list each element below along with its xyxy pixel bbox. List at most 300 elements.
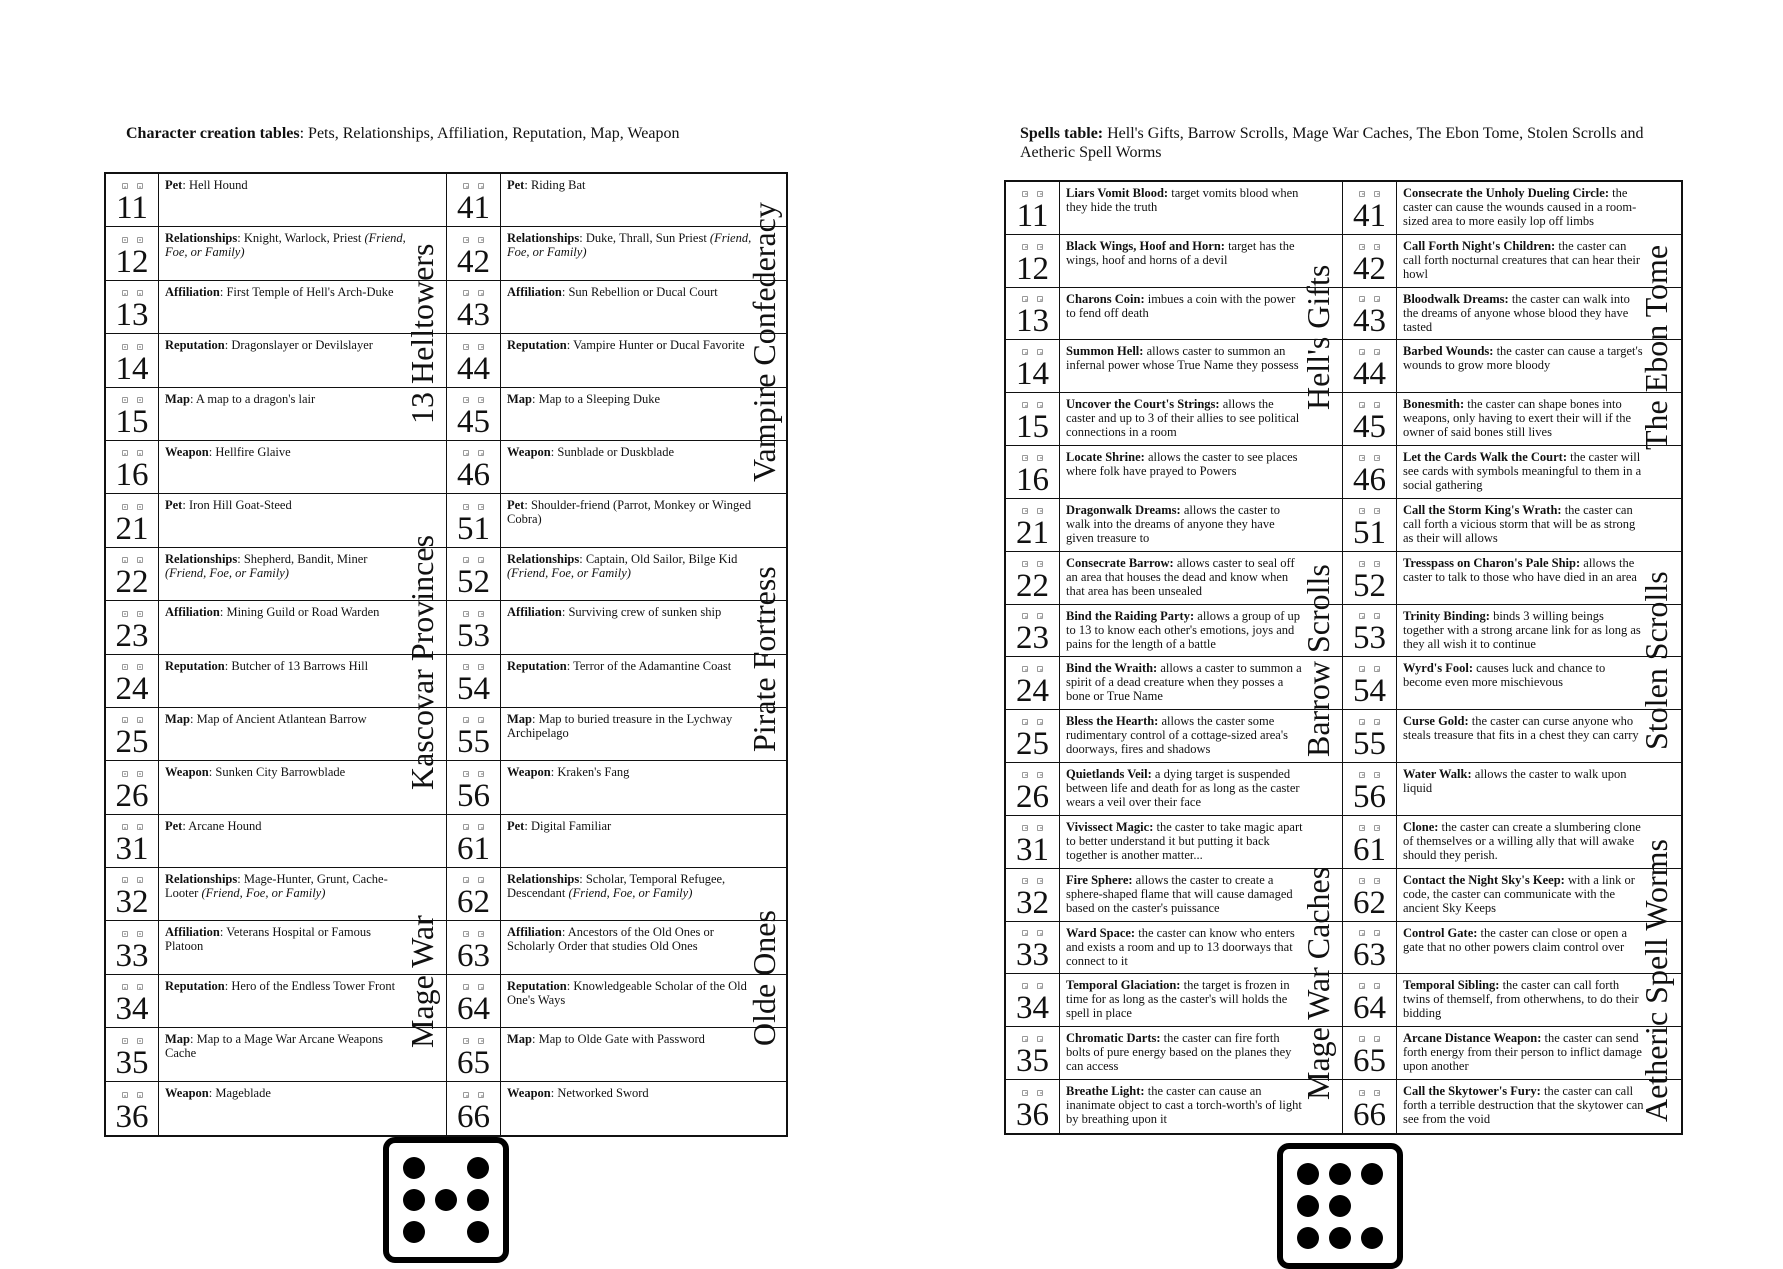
entry-heading: Affiliation: [165, 925, 220, 940]
group-label: The Ebon Tome: [1638, 244, 1674, 450]
roll-number: [1343, 974, 1397, 1027]
table-entry: [501, 548, 786, 601]
roll-number-text: 23: [1016, 620, 1049, 657]
entry-text: target vomits blood when they hide the truth: [1066, 186, 1299, 214]
entry-text: : Shoulder-friend (Parrot, Monkey or Winged Cobra): [507, 498, 752, 527]
entry-heading: Bind the Raiding Party:: [1066, 608, 1195, 623]
roll-number: [447, 601, 501, 654]
roll-number-text: 22: [115, 564, 149, 601]
mini-dice-icon: [1022, 455, 1043, 462]
entry-heading: Breathe Light:: [1066, 1084, 1145, 1099]
mini-dice-icon: [1359, 666, 1380, 673]
mini-dice-icon: [122, 290, 143, 297]
table-entry: [159, 815, 447, 868]
entry-heading: Pet: [507, 818, 525, 833]
mini-dice-icon: [1359, 561, 1380, 568]
roll-number: [1343, 235, 1397, 288]
roll-number: [106, 761, 159, 814]
entry-text: : Vampire Hunter or Ducal Favorite: [566, 338, 745, 353]
mini-dice-icon: [463, 611, 484, 618]
roll-number-text: 11: [116, 190, 148, 227]
entry-heading: Clone:: [1403, 819, 1439, 834]
entry-heading: Consecrate Barrow:: [1066, 555, 1174, 570]
roll-number-text: 65: [1353, 1043, 1386, 1080]
roll-number-text: 33: [1016, 937, 1049, 974]
mini-dice-icon: [1022, 1090, 1043, 1097]
mini-dice-icon: [1359, 878, 1380, 885]
mini-dice-icon: [1022, 296, 1043, 303]
entry-heading: Map: [507, 391, 532, 406]
entry-heading: Wyrd's Fool:: [1403, 661, 1474, 676]
roll-number-text: 52: [457, 564, 490, 601]
mini-dice-icon: [1359, 349, 1380, 356]
mini-dice-icon: [122, 1038, 143, 1045]
entry-text: : Hell Hound: [182, 178, 248, 192]
roll-number: [447, 548, 501, 601]
entry-heading: Call Forth Night's Children:: [1403, 238, 1556, 253]
entry-text: imbues a coin with the power to fend off death: [1066, 291, 1296, 320]
table-entry: [501, 174, 786, 227]
table-entry: [1397, 763, 1681, 816]
mini-dice-icon: [1359, 983, 1380, 990]
roll-number-text: 26: [115, 777, 149, 814]
entry-heading: Locate Shrine:: [1066, 450, 1145, 465]
mini-dice-icon: [122, 450, 143, 457]
entry-heading: Ward Space:: [1066, 925, 1136, 940]
roll-number: [1343, 657, 1397, 710]
roll-number-text: 62: [457, 884, 490, 921]
entry-text: : Hero of the Endless Tower Front: [224, 978, 396, 993]
roll-number: [1006, 1027, 1060, 1080]
mini-dice-icon: [1022, 508, 1043, 515]
roll-number: [447, 921, 501, 974]
entry-heading: Let the Cards Walk the Court:: [1403, 450, 1568, 465]
entry-text: the caster can cause an inanimate object to cast a torch-worth's of light by breathing upon it: [1066, 1084, 1302, 1127]
roll-number: [106, 708, 159, 761]
roll-number-text: 25: [1016, 726, 1049, 763]
group-label: Kascovar Provinces: [404, 534, 440, 790]
roll-number-text: 64: [457, 991, 490, 1028]
roll-number: [447, 708, 501, 761]
roll-number: [447, 174, 501, 227]
entry-text: : Sun Rebellion or Ducal Court: [561, 284, 718, 299]
mini-dice-icon: [122, 344, 143, 351]
roll-number-text: 36: [115, 1099, 149, 1135]
entry-heading: Pet: [165, 178, 183, 192]
mini-dice-icon: [1022, 1036, 1043, 1043]
roll-number-text: 46: [457, 457, 490, 494]
entry-heading: Affiliation: [507, 925, 562, 940]
roll-number-text: 61: [457, 831, 490, 868]
roll-number-text: 22: [1016, 567, 1049, 604]
table-entry: [501, 761, 786, 814]
entry-heading: Reputation: [165, 338, 225, 353]
mini-dice-icon: [463, 397, 484, 404]
roll-number-text: 42: [457, 243, 490, 280]
entry-heading: Relationships: [165, 872, 238, 887]
mini-dice-icon: [1022, 930, 1043, 937]
entry-heading: Bonesmith:: [1403, 397, 1465, 412]
roll-number: [106, 1028, 159, 1081]
entry-heading: Pet: [507, 498, 525, 513]
entry-heading: Reputation: [165, 978, 225, 993]
entry-text: : Riding Bat: [524, 178, 586, 192]
mini-dice-icon: [1359, 191, 1380, 198]
roll-number-text: 14: [115, 350, 149, 387]
roll-number-text: 13: [1016, 303, 1049, 340]
roll-number-text: 41: [457, 190, 490, 227]
roll-number: [1343, 1080, 1397, 1133]
mini-dice-icon: [122, 824, 143, 831]
roll-number-text: 11: [1016, 197, 1049, 234]
entry-heading: Bind the Wraith:: [1066, 661, 1158, 676]
roll-number: [106, 921, 159, 974]
entry-text: binds 3 willing beings together with a strong arcane link for as long as they all wish it to continue: [1403, 608, 1641, 651]
roll-number: [447, 655, 501, 708]
roll-number: [1343, 816, 1397, 869]
mini-dice-icon: [463, 290, 484, 297]
mini-dice-icon: [1359, 402, 1380, 409]
roll-number: [1343, 340, 1397, 393]
roll-number: [1343, 1027, 1397, 1080]
entry-heading: Charons Coin:: [1066, 291, 1145, 306]
entry-heading: Weapon: [165, 444, 209, 459]
roll-number-text: 54: [1353, 673, 1386, 710]
mini-dice-icon: [1359, 455, 1380, 462]
roll-number: [1343, 763, 1397, 816]
roll-number-text: 41: [1353, 197, 1386, 234]
roll-number-text: 45: [1353, 409, 1386, 446]
roll-number: [447, 1082, 501, 1135]
entry-heading: Map: [507, 1032, 532, 1047]
entry-text: causes luck and chance to become even more mischievous: [1403, 661, 1606, 690]
entry-text: the caster can create a slumbering clone of themselves or a willing ally that will awake should they perish.: [1403, 819, 1641, 862]
entry-text: : Iron Hill Goat-Steed: [182, 498, 292, 513]
roll-number: [1006, 340, 1060, 393]
entry-heading: Reputation: [165, 658, 225, 673]
entry-heading: Weapon: [507, 1085, 551, 1100]
mini-dice-icon: [122, 664, 143, 671]
table-entry: [1060, 182, 1343, 235]
roll-number: [1006, 499, 1060, 552]
entry-heading: Affiliation: [165, 284, 220, 299]
entry-heading: Pet: [165, 818, 183, 833]
mini-dice-icon: [1359, 508, 1380, 515]
entry-text: the caster can cause the wounds caused in a room-sized area to more easily lop off limbs: [1403, 186, 1637, 228]
right-title-rest: Hell's Gifts, Barrow Scrolls, Mage War Caches, The Ebon Tome, Stolen Scrolls and Aetheric Spell Worms: [1020, 125, 1644, 161]
entry-text: : Digital Familiar: [524, 818, 612, 833]
entry-text: the caster can close or open a gate that no other powers claim control over: [1403, 925, 1628, 954]
roll-number-text: 16: [115, 457, 149, 494]
entry-note: (Friend, Foe, or Family): [201, 886, 326, 901]
entry-text: : Networked Sword: [550, 1085, 649, 1100]
roll-number: [447, 868, 501, 921]
roll-number: [106, 1082, 159, 1135]
roll-number-text: 15: [1016, 409, 1049, 446]
roll-number-text: 35: [1016, 1043, 1049, 1080]
roll-number: [106, 655, 159, 708]
roll-number-text: 12: [115, 243, 149, 280]
roll-number: [1343, 710, 1397, 763]
mini-dice-icon: [463, 1038, 484, 1045]
entry-text: allows a caster to summon a spirit of a dead creature when they posses a bone or True Name: [1066, 661, 1302, 704]
roll-number: [106, 334, 159, 387]
roll-number-text: 66: [1353, 1096, 1386, 1133]
mini-dice-icon: [122, 877, 143, 884]
roll-number: [447, 1028, 501, 1081]
mini-dice-icon: [1022, 983, 1043, 990]
entry-heading: Weapon: [507, 765, 551, 780]
entry-text: the caster can walk into the dreams of anyone whose blood they have tasted: [1403, 291, 1630, 334]
mini-dice-icon: [1022, 719, 1043, 726]
roll-number: [1343, 393, 1397, 446]
entry-heading: Weapon: [165, 1085, 209, 1100]
entry-text: the caster can send forth energy from their person to inflict damage upon another: [1403, 1031, 1642, 1074]
entry-text: a dying target is suspended between life and death for as long as the caster wears a veil over their face: [1066, 767, 1300, 810]
group-label: Hell's Gifts: [1300, 264, 1336, 410]
table-entry: [501, 975, 786, 1028]
roll-number: [1006, 922, 1060, 975]
roll-number-text: 61: [1353, 831, 1386, 868]
mini-dice-icon: [1022, 772, 1043, 779]
roll-number-text: 32: [115, 884, 149, 921]
mini-dice-icon: [463, 1092, 484, 1099]
entry-heading: Map: [165, 1032, 190, 1047]
entry-heading: Temporal Glaciation:: [1066, 978, 1181, 993]
left-title-rest: : Pets, Relationships, Affiliation, Reputation, Map, Weapon: [299, 125, 680, 142]
entry-heading: Reputation: [507, 338, 567, 353]
entry-text: : Mage-Hunter, Grunt, Cache-Looter: [165, 872, 388, 901]
entry-note: (Friend, Foe, or Family): [165, 231, 406, 260]
entry-text: the caster can call forth nocturnal creatures that can hear their howl: [1403, 238, 1641, 281]
entry-heading: Bless the Hearth:: [1066, 714, 1159, 729]
roll-number: [1343, 288, 1397, 341]
roll-number-text: 15: [115, 403, 149, 440]
roll-number-text: 24: [115, 670, 149, 707]
roll-number: [1006, 235, 1060, 288]
entry-text: : Veterans Hospital or Famous Platoon: [165, 925, 372, 954]
roll-number: [1343, 499, 1397, 552]
mini-dice-icon: [1022, 613, 1043, 620]
roll-number: [1006, 710, 1060, 763]
roll-number-text: 12: [1016, 250, 1049, 287]
entry-text: : Map to Olde Gate with Password: [532, 1032, 705, 1047]
roll-number: [1006, 816, 1060, 869]
entry-heading: Relationships: [507, 231, 580, 246]
roll-number-text: 55: [1353, 726, 1386, 763]
left-title-bold: Character creation tables: [126, 125, 300, 142]
roll-number: [1006, 657, 1060, 710]
roll-number: [106, 868, 159, 921]
entry-heading: Call the Skytower's Fury:: [1403, 1084, 1541, 1099]
roll-number: [1006, 974, 1060, 1027]
entry-heading: Barbed Wounds:: [1403, 344, 1494, 359]
roll-number-text: 14: [1016, 356, 1049, 393]
table-entry: [159, 174, 447, 227]
roll-number: [1006, 552, 1060, 605]
mini-dice-icon: [122, 237, 143, 244]
roll-number-text: 43: [457, 297, 490, 334]
table-entry: [1060, 446, 1343, 499]
entry-text: : Sunblade or Duskblade: [550, 444, 675, 459]
roll-number-text: 13: [115, 297, 149, 334]
table-entry: [501, 708, 786, 761]
mini-dice-icon: [463, 557, 484, 564]
roll-number-text: 44: [1353, 356, 1386, 393]
table-entry: [501, 921, 786, 974]
roll-number-text: 34: [115, 991, 149, 1028]
entry-heading: Weapon: [507, 444, 551, 459]
mini-dice-icon: [1359, 1036, 1380, 1043]
table-entry: [501, 441, 786, 494]
entry-text: allows caster to seal off an area that houses the dead and know when that area has been unsealed: [1066, 555, 1295, 598]
roll-number-text: 56: [1353, 778, 1386, 815]
mini-dice-icon: [1359, 719, 1380, 726]
entry-text: allows the caster to talk to those who have died in an area: [1403, 555, 1637, 584]
table-entry: [501, 334, 786, 387]
die-seven-icon: [1277, 1143, 1403, 1269]
entry-heading: Black Wings, Hoof and Horn:: [1066, 238, 1225, 253]
group-label: Stolen Scrolls: [1638, 571, 1674, 750]
group-label: 13 Helltowers: [404, 243, 440, 424]
entry-text: : Ancestors of the Old Ones or Scholarly Order that studies Old Ones: [507, 925, 714, 954]
mini-dice-icon: [1359, 825, 1380, 832]
roll-number: [1343, 446, 1397, 499]
roll-number: [447, 441, 501, 494]
entry-text: : Captain, Old Sailor, Bilge Kid: [579, 551, 738, 566]
entry-heading: Call the Storm King's Wrath:: [1403, 502, 1562, 517]
entry-text: : First Temple of Hell's Arch-Duke: [219, 284, 394, 299]
entry-heading: Trinity Binding:: [1403, 608, 1490, 623]
entry-heading: Control Gate:: [1403, 925, 1478, 940]
entry-text: the caster can know who enters and exists a room and up to 13 doorways that connect to it: [1066, 925, 1295, 968]
roll-number-text: 31: [115, 831, 149, 868]
entry-heading: Consecrate the Unholy Dueling Circle:: [1403, 186, 1609, 200]
mini-dice-icon: [122, 984, 143, 991]
mini-dice-icon: [1022, 191, 1043, 198]
table-entry: [1397, 446, 1681, 499]
roll-number-text: 53: [1353, 620, 1386, 657]
entry-text: : Hellfire Glaive: [208, 444, 291, 459]
die-six-icon: [383, 1137, 509, 1263]
entry-text: allows caster to summon an infernal power whose True Name they possess: [1066, 344, 1299, 373]
mini-dice-icon: [463, 877, 484, 884]
roll-number-text: 62: [1353, 884, 1386, 921]
entry-text: the caster can cause a target's wounds to grow more bloody: [1403, 344, 1643, 373]
entry-heading: Liars Vomit Blood:: [1066, 186, 1169, 200]
entry-heading: Tresspass on Charon's Pale Ship:: [1403, 555, 1581, 570]
entry-text: : Butcher of 13 Barrows Hill: [224, 658, 369, 673]
entry-heading: Relationships: [507, 551, 580, 566]
entry-heading: Relationships: [165, 231, 238, 246]
mini-dice-icon: [463, 824, 484, 831]
entry-heading: Bloodwalk Dreams:: [1403, 291, 1509, 306]
mini-dice-icon: [122, 504, 143, 511]
mini-dice-icon: [122, 717, 143, 724]
roll-number-text: 63: [457, 937, 490, 974]
entry-note: (Friend, Foe, or Family): [568, 886, 693, 901]
roll-number: [106, 601, 159, 654]
group-label: Mage War: [404, 915, 440, 1048]
roll-number-text: 25: [115, 724, 149, 761]
roll-number: [1343, 869, 1397, 922]
roll-number-text: 52: [1353, 567, 1386, 604]
entry-heading: Affiliation: [507, 284, 562, 299]
mini-dice-icon: [122, 1092, 143, 1099]
table-entry: [501, 601, 786, 654]
roll-number-text: 21: [115, 510, 149, 547]
entry-heading: Relationships: [507, 872, 580, 887]
entry-text: target has the wings, hoof and horns of a devil: [1066, 238, 1295, 267]
entry-text: : Surviving crew of sunken ship: [561, 605, 722, 620]
roll-number-text: 44: [457, 350, 490, 387]
entry-heading: Pet: [165, 498, 183, 513]
table-entry: [1060, 816, 1343, 869]
roll-number-text: 23: [115, 617, 149, 654]
table-entry: [501, 1082, 786, 1135]
entry-heading: Fire Sphere:: [1066, 872, 1133, 887]
entry-text: : Dragonslayer or Devilslayer: [224, 338, 373, 353]
entry-heading: Affiliation: [165, 605, 220, 620]
entry-heading: Reputation: [507, 658, 567, 673]
mini-dice-icon: [463, 984, 484, 991]
group-label: Barrow Scrolls: [1300, 564, 1336, 757]
roll-number: [447, 761, 501, 814]
mini-dice-icon: [1359, 244, 1380, 251]
entry-text: : Scholar, Temporal Refugee, Descendant: [507, 872, 726, 901]
entry-text: the caster can call forth twins of themself, from otherwhens, to do their bidding: [1403, 978, 1639, 1021]
entry-text: the caster to take magic apart to better understand it but putting it back together is another matter...: [1066, 819, 1303, 862]
table-entry: [501, 281, 786, 334]
table-entry: [501, 494, 786, 547]
mini-dice-icon: [1022, 402, 1043, 409]
entry-heading: Affiliation: [507, 605, 562, 620]
mini-dice-icon: [1359, 1090, 1380, 1097]
roll-number-text: 56: [457, 777, 490, 814]
roll-number: [447, 815, 501, 868]
entry-text: : Knight, Warlock, Priest: [237, 231, 362, 246]
entry-heading: Water Walk:: [1403, 767, 1472, 782]
roll-number: [106, 548, 159, 601]
mini-dice-icon: [122, 183, 143, 190]
table-entry: [159, 441, 447, 494]
roll-number: [106, 227, 159, 280]
mini-dice-icon: [122, 557, 143, 564]
roll-number: [447, 281, 501, 334]
roll-number-text: 64: [1353, 990, 1386, 1027]
right-title-bold: Spells table:: [1020, 125, 1104, 142]
entry-text: allows the caster to see places where folk have prayed to Powers: [1066, 450, 1298, 479]
entry-heading: Dragonwalk Dreams:: [1066, 502, 1181, 517]
roll-number: [106, 388, 159, 441]
entry-heading: Temporal Sibling:: [1403, 978, 1500, 993]
spells-table: [1004, 180, 1683, 1135]
entry-text: the caster can fire forth bolts of pure energy based on the planes they can access: [1066, 1031, 1292, 1074]
roll-number: [447, 334, 501, 387]
roll-number-text: 51: [457, 510, 490, 547]
entry-heading: Summon Hell:: [1066, 344, 1144, 359]
roll-number-text: 46: [1353, 461, 1386, 498]
entry-heading: Weapon: [165, 765, 209, 780]
mini-dice-icon: [122, 931, 143, 938]
roll-number: [106, 174, 159, 227]
table-entry: [501, 388, 786, 441]
roll-number: [1006, 869, 1060, 922]
roll-number-text: 26: [1016, 778, 1049, 815]
entry-text: : Kraken's Fang: [550, 765, 630, 780]
entry-note: (Friend, Foe, or Family): [507, 565, 631, 580]
entry-text: : Map of Ancient Atlantean Barrow: [190, 711, 367, 726]
